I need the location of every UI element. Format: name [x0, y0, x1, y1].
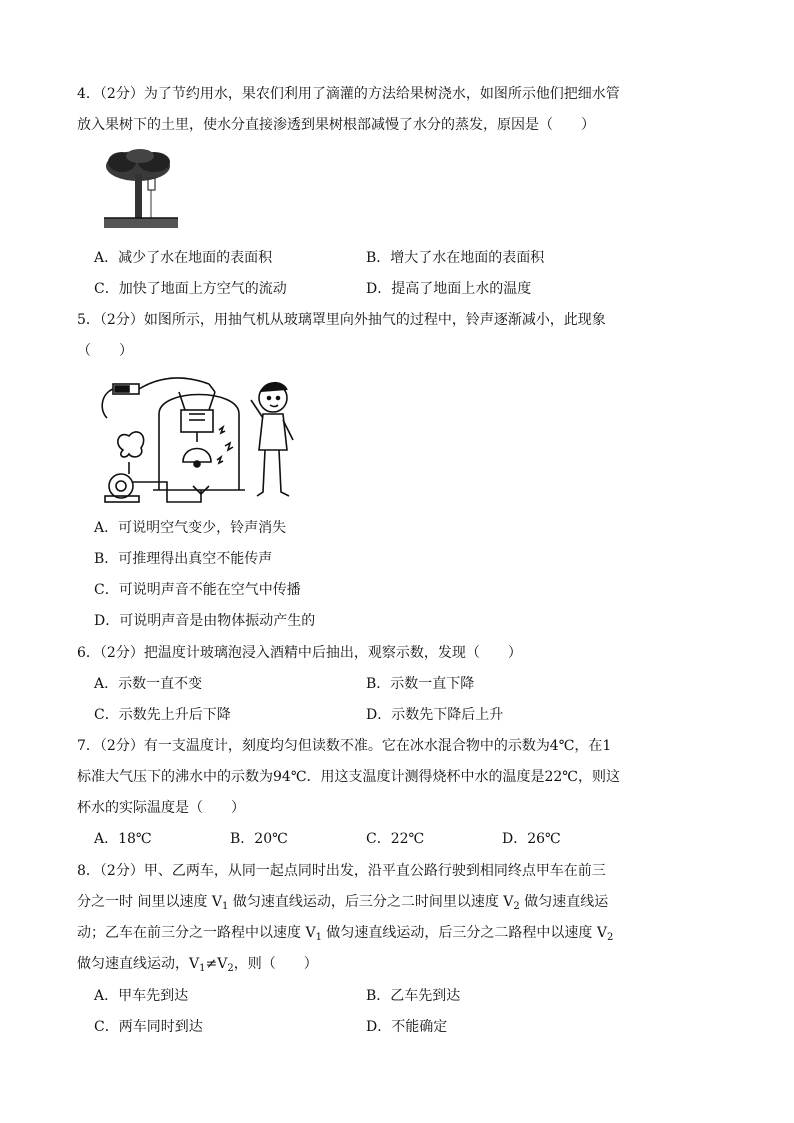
q4-option-d: D．提高了地面上水的温度	[366, 281, 532, 297]
q5-stem-line2: （ ）	[77, 343, 133, 359]
q6-option-d: D．示数先下降后上升	[366, 707, 504, 723]
q7-option-a: A．18℃	[94, 831, 152, 847]
q8-option-b: B．乙车先到达	[366, 988, 461, 1004]
q7-option-b: B．20℃	[230, 831, 288, 847]
q5-option-a: A．可说明空气变少，铃声消失	[94, 520, 287, 536]
q8-stem-line3: 动；乙车在前三分之一路程中以速度 $V_1$ 做匀速直线运动，后三分之二路程中以速度 $V_2$	[77, 925, 614, 943]
q7-stem-line3: 杯水的实际温度是（ ）	[77, 800, 245, 816]
q4-stem-line1: 4．（2分）为了节约用水，果农们利用了滴灌的方法给果树浇水，如图所示他们把细水管	[77, 86, 620, 102]
q6-option-a: A．示数一直不变	[94, 676, 203, 692]
q5-option-c: C．可说明声音不能在空气中传播	[94, 582, 301, 598]
q5-option-b: B．可推理得出真空不能传声	[94, 551, 273, 567]
q8-option-c: C．两车同时到达	[94, 1019, 203, 1035]
q4-option-b: B．增大了水在地面的表面积	[366, 250, 545, 266]
q4-option-c: C．加快了地面上方空气的流动	[94, 281, 287, 297]
q7-option-c: C．22℃	[366, 831, 425, 847]
q8-option-a: A．甲车先到达	[94, 988, 189, 1004]
q6-option-b: B．示数一直下降	[366, 676, 475, 692]
q8-stem-line4: 做匀速直线运动，$V_1\ne V_2$，则（ ）	[77, 956, 318, 974]
q8-option-d: D．不能确定	[366, 1019, 448, 1035]
q6-option-c: C．示数先上升后下降	[94, 707, 231, 723]
q5-option-d: D．可说明声音是由物体振动产生的	[94, 613, 316, 629]
q5-stem-line1: 5．（2分）如图所示，用抽气机从玻璃罩里向外抽气的过程中，铃声逐渐减小，此现象	[77, 312, 606, 328]
q7-stem-line1: 7．（2分）有一支温度计，刻度均匀但读数不准。它在冰水混合物中的示数为4℃，在1	[77, 738, 612, 754]
q7-stem-line2: 标准大气压下的沸水中的示数为94℃．用这支温度计测得烧杯中水的温度是22℃，则这	[77, 769, 620, 785]
q6-stem-line1: 6．（2分）把温度计玻璃泡浸入酒精中后抽出，观察示数，发现（ ）	[77, 645, 522, 661]
q8-stem-line2: 分之一时 间里以速度 $V_1$ 做匀速直线运动，后三分之二时间里以速度 $V_2$ 做匀速直线运	[77, 894, 609, 912]
tree-drip-irrigation-figure	[100, 148, 182, 232]
q4-stem-line2: 放入果树下的土里，使水分直接渗透到果树根部减慢了水分的蒸发，原因是（ ）	[77, 117, 595, 133]
q7-option-d: D．26℃	[502, 831, 561, 847]
q4-option-a: A．减少了水在地面的表面积	[94, 250, 273, 266]
bell-jar-vacuum-figure	[97, 370, 307, 506]
q8-stem-line1: 8．（2分）甲、乙两车，从同一起点同时出发，沿平直公路行驶到相同终点甲车在前三	[77, 863, 606, 879]
